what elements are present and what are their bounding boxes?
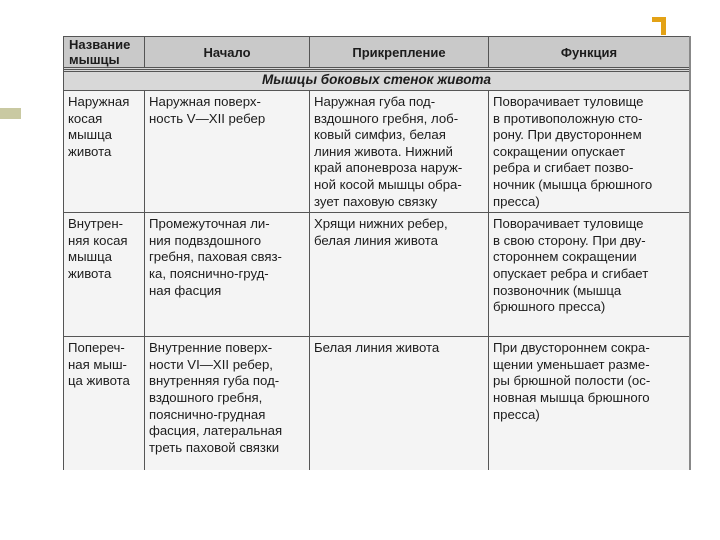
insertion-cell: Белая линия живота [310, 337, 489, 470]
table-row [64, 91, 690, 213]
origin-cell: Внутренние поверх- ности VI—XII ребер, внутренняя губа под- вздошного гребня, пояснично-грудная фасция, латеральная треть паховой связки [145, 337, 310, 470]
left-bar-decoration [0, 108, 21, 119]
corner-bracket-decoration [652, 17, 666, 35]
insertion-cell: Хрящи нижних ребер, белая линия живота [310, 213, 489, 337]
section-title-cell [64, 68, 690, 91]
table-row [64, 213, 690, 337]
muscle-name-cell: Попереч- ная мыш- ца живота [64, 337, 145, 470]
header-name: Название мышцы [64, 37, 145, 68]
function-cell: При двустороннем сокра- щении уменьшает разме- ры брюшной полости (ос- новная мышца брюшного пресса) [489, 337, 690, 470]
section-row [64, 68, 690, 91]
header-origin: Начало [145, 37, 310, 68]
muscle-name-cell: Наружная косая мышца живота [64, 91, 145, 213]
section-title: Мышцы боковых стенок живота [64, 69, 689, 89]
muscle-table [63, 36, 690, 470]
insertion-cell: Наружная губа под- вздошного гребня, лоб- ковый симфиз, белая линия живота. Нижний край апоневроза наруж- ной косой мышцы обра- зует паховую связку [310, 91, 489, 213]
muscle-table-container [63, 36, 690, 470]
origin-cell: Наружная поверх- ность V—XII ребер [145, 91, 310, 213]
origin-cell: Промежуточная ли- ния подвздошного гребня, паховая связ- ка, пояснично-груд- ная фасция [145, 213, 310, 337]
header-insertion: Прикрепление [310, 37, 489, 68]
header-function: Функция [489, 37, 690, 68]
table-right-edge [689, 36, 691, 470]
function-cell: Поворачивает туловище в противоположную сто- рону. При двустороннем сокращении опускает ребра и сгибает позво- ночник (мышца брюшного пресса) [489, 91, 690, 213]
table-row [64, 337, 690, 470]
function-cell: Поворачивает туловище в свою сторону. При дву- стороннем сокращении опускает ребра и сгибает позвоночник (мышца брюшного пресса) [489, 213, 690, 337]
header-row [64, 37, 690, 68]
muscle-name-cell: Внутрен- няя косая мышца живота [64, 213, 145, 337]
